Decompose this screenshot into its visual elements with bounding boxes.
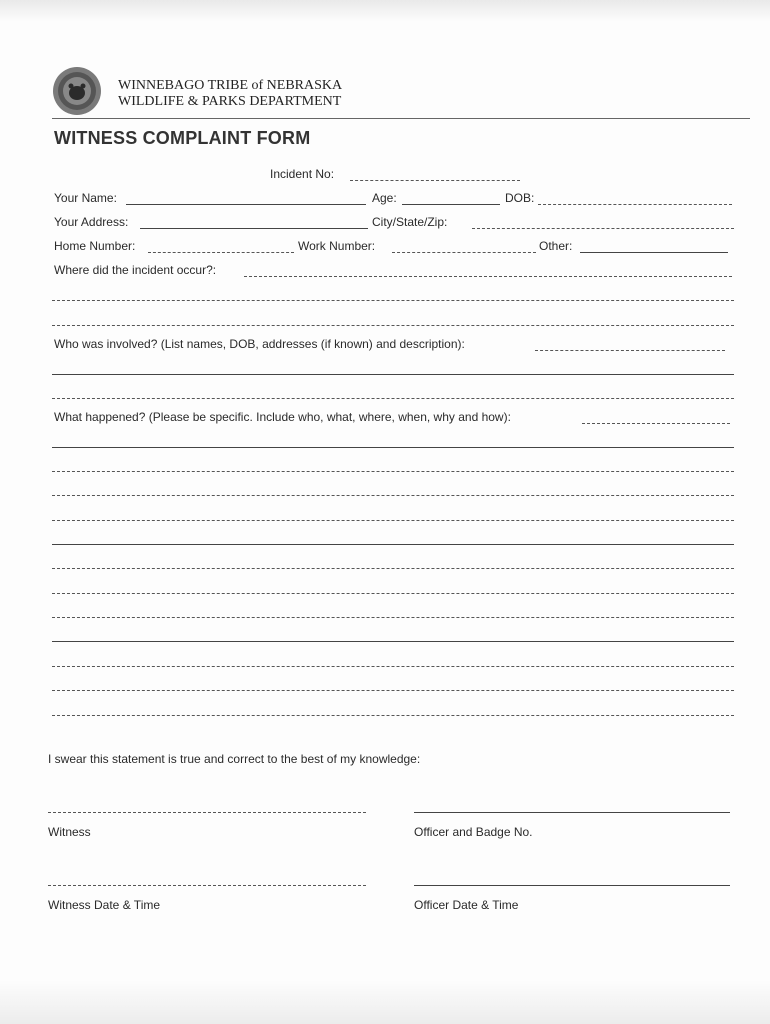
- your-name-label: Your Name:: [54, 191, 117, 205]
- what-happened-label: What happened? (Please be specific. Include who, what, where, when, why and how):: [54, 410, 511, 424]
- what-happened-line[interactable]: [52, 568, 734, 569]
- what-happened-line[interactable]: [52, 690, 734, 691]
- who-involved-line[interactable]: [52, 374, 734, 375]
- witness-signature-line[interactable]: [48, 812, 366, 813]
- what-happened-line[interactable]: [52, 471, 734, 472]
- your-address-field[interactable]: [140, 228, 368, 229]
- work-number-field[interactable]: [392, 252, 536, 253]
- header-rule: [52, 118, 750, 119]
- where-occur-line[interactable]: [52, 300, 734, 301]
- what-happened-line[interactable]: [52, 447, 734, 448]
- scan-shadow-top: [0, 0, 770, 22]
- city-state-zip-label: City/State/Zip:: [372, 215, 448, 229]
- what-happened-line[interactable]: [52, 641, 734, 642]
- what-happened-line[interactable]: [52, 520, 734, 521]
- what-happened-line[interactable]: [52, 593, 734, 594]
- dob-label: DOB:: [505, 191, 535, 205]
- who-involved-field[interactable]: [535, 350, 725, 351]
- officer-badge-line[interactable]: [414, 812, 730, 813]
- where-occur-line[interactable]: [52, 325, 734, 326]
- witness-label: Witness: [48, 825, 91, 839]
- where-occur-field[interactable]: [244, 276, 732, 277]
- officer-badge-label: Officer and Badge No.: [414, 825, 533, 839]
- home-number-label: Home Number:: [54, 239, 136, 253]
- your-address-label: Your Address:: [54, 215, 129, 229]
- what-happened-line[interactable]: [52, 544, 734, 545]
- home-number-field[interactable]: [148, 252, 294, 253]
- what-happened-line[interactable]: [52, 617, 734, 618]
- other-label: Other:: [539, 239, 573, 253]
- city-state-zip-field[interactable]: [472, 228, 734, 229]
- org-name: [118, 78, 342, 110]
- what-happened-field[interactable]: [582, 423, 730, 424]
- tribe-seal-icon: [52, 66, 102, 116]
- oath-statement: I swear this statement is true and correct to the best of my knowledge:: [48, 752, 421, 766]
- what-happened-line[interactable]: [52, 666, 734, 667]
- dob-field[interactable]: [538, 204, 732, 205]
- work-number-label: Work Number:: [298, 239, 376, 253]
- who-involved-line[interactable]: [52, 398, 734, 399]
- your-name-field[interactable]: [126, 204, 366, 205]
- form-title: WITNESS COMPLAINT FORM: [54, 128, 311, 148]
- where-occur-label: Where did the incident occur?:: [54, 263, 217, 277]
- age-field[interactable]: [402, 204, 500, 205]
- incident-no-field[interactable]: [350, 180, 520, 181]
- witness-date-time-line[interactable]: [48, 885, 366, 886]
- scan-shadow-bottom: [0, 980, 770, 1024]
- org-line-1: WINNEBAGO TRIBE of NEBRASKA: [118, 78, 343, 93]
- what-happened-line[interactable]: [52, 715, 734, 716]
- officer-date-time-label: Officer Date & Time: [414, 898, 519, 912]
- incident-no-label: Incident No:: [270, 167, 335, 181]
- age-label: Age:: [372, 191, 397, 205]
- who-involved-label: Who was involved? (List names, DOB, addresses (if known) and description):: [54, 337, 465, 351]
- officer-date-time-line[interactable]: [414, 885, 730, 886]
- org-line-2: WILDLIFE & PARKS DEPARTMENT: [118, 94, 342, 109]
- other-field[interactable]: [580, 252, 728, 253]
- witness-date-time-label: Witness Date & Time: [48, 898, 161, 912]
- what-happened-line[interactable]: [52, 495, 734, 496]
